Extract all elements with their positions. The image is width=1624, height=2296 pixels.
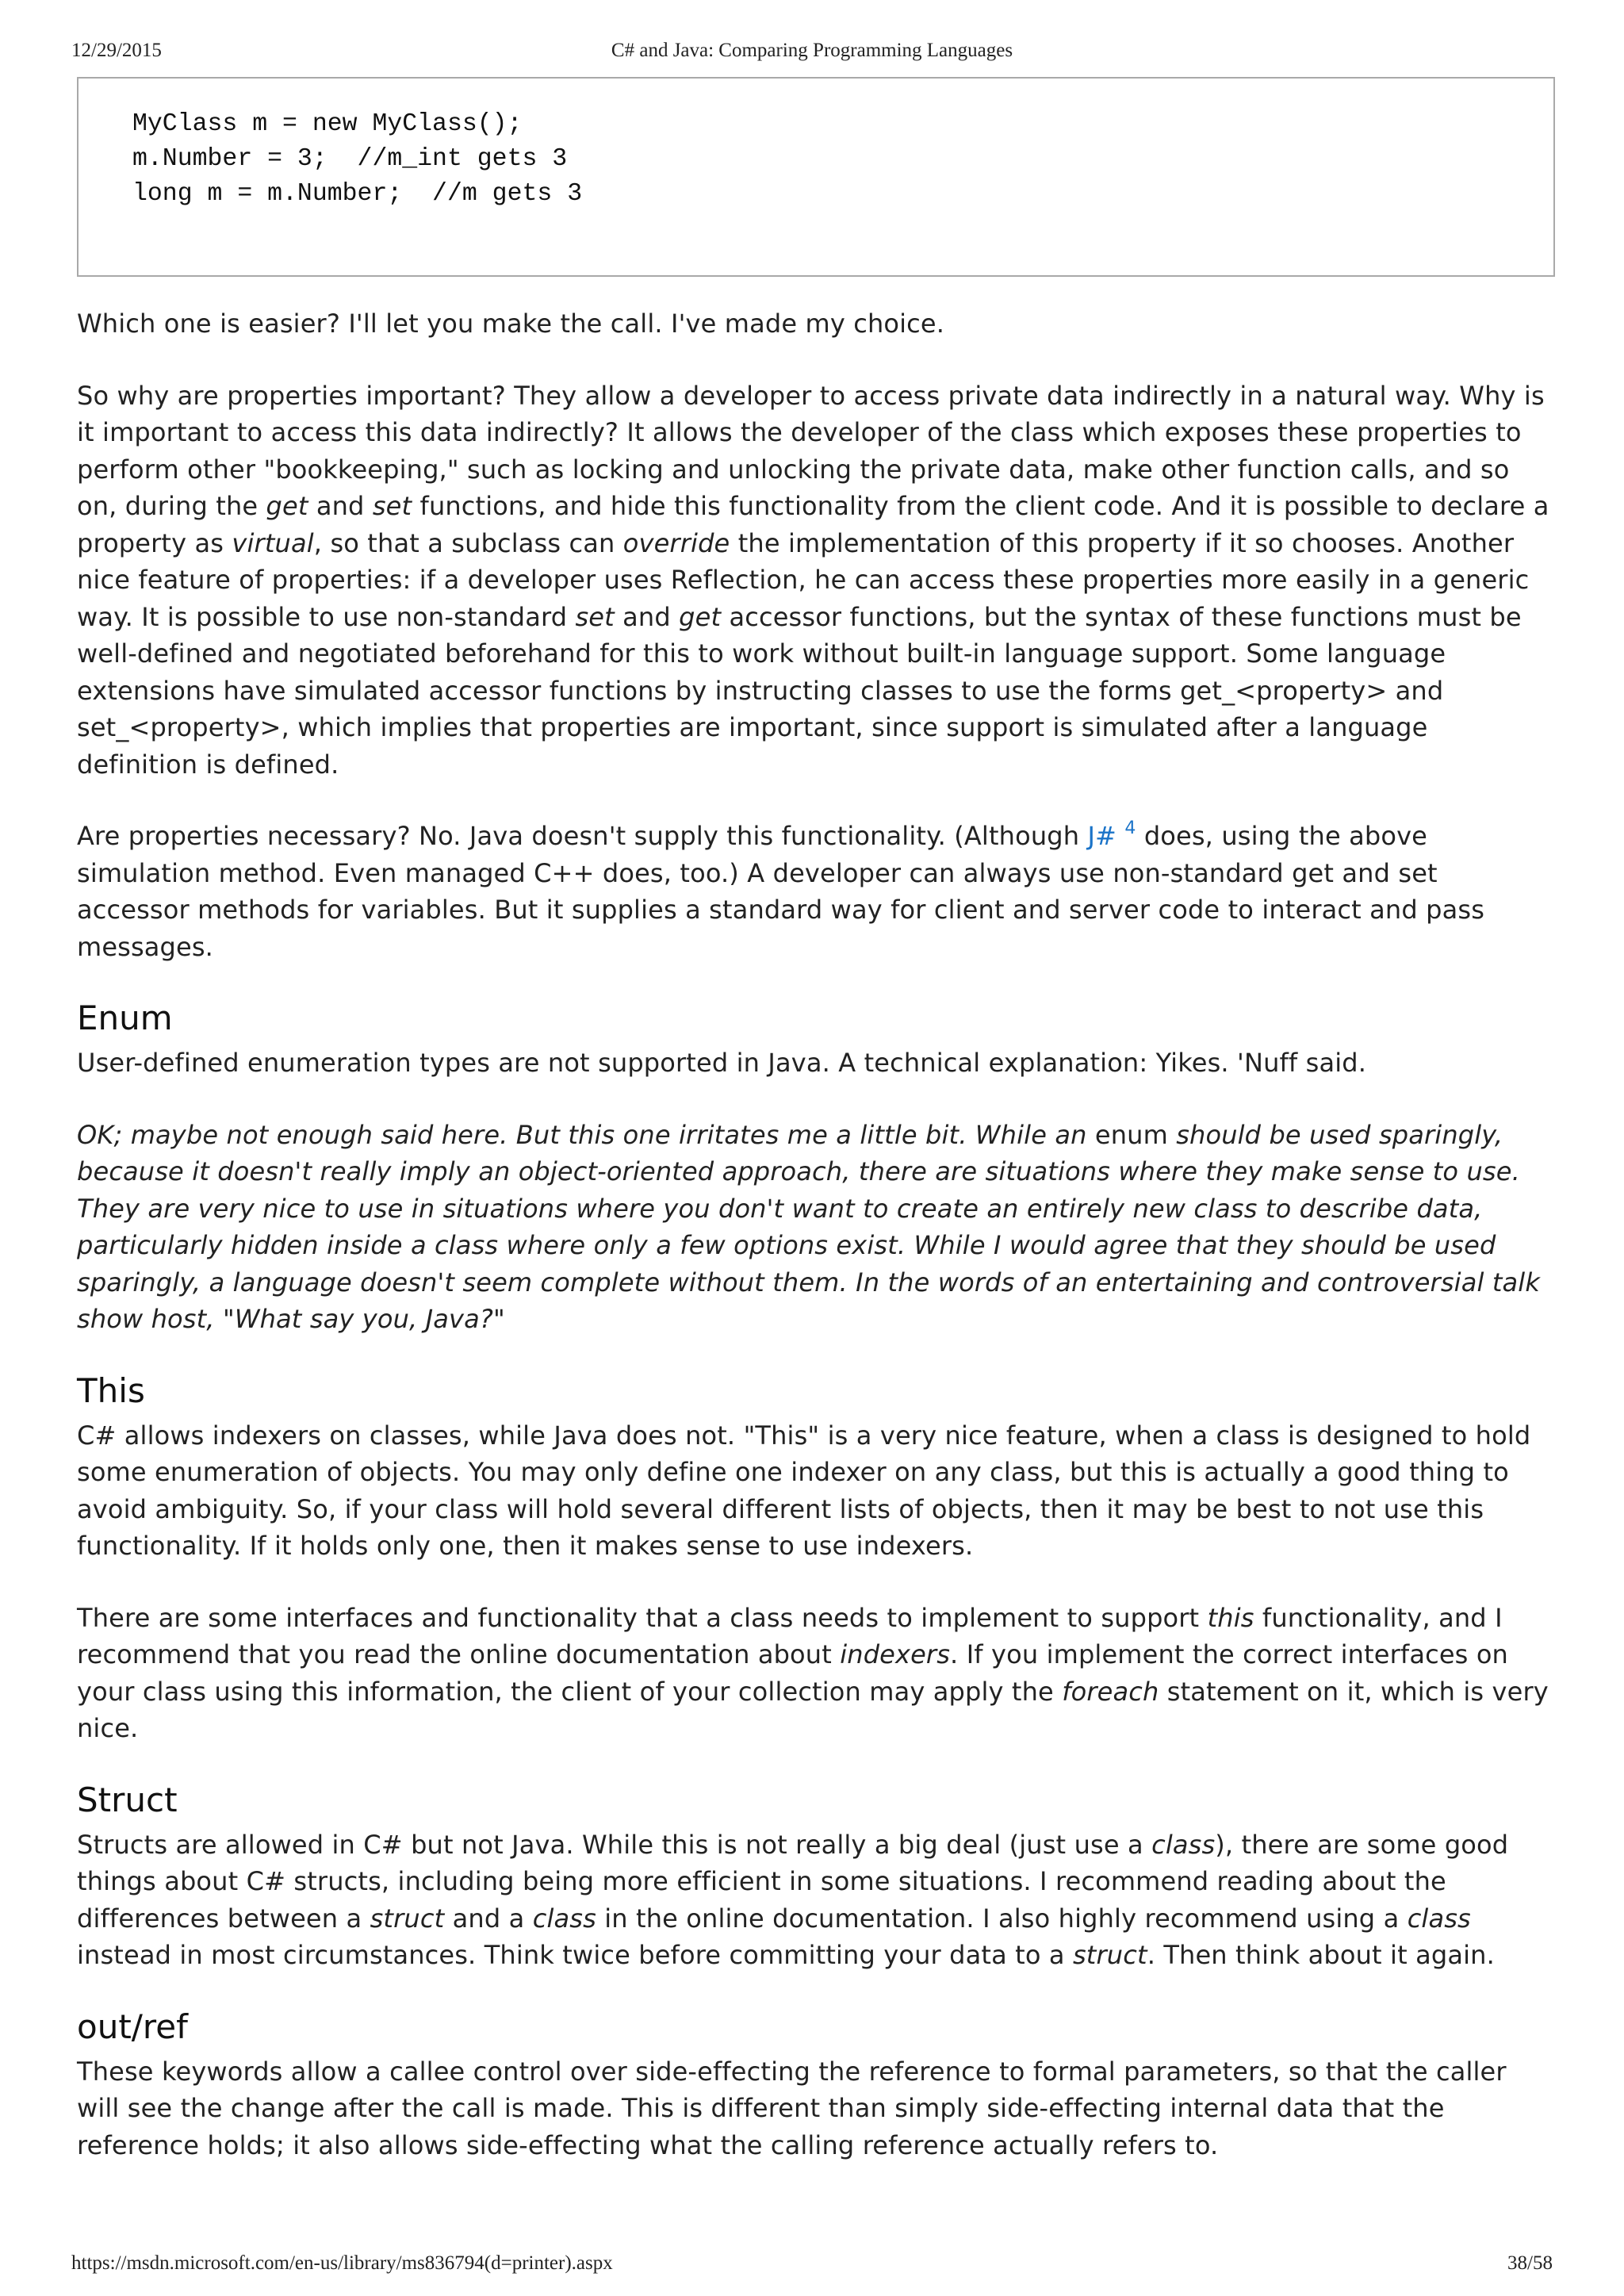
text-run: does, using the above simulation method. Even managed C++ does, too.) A developer can always use non-standard get and set accessor methods for variables. But it supplies a standard way for client and server code to interact and pass messages. [77, 821, 1485, 962]
text-run: and a [444, 1903, 533, 1934]
text-run: instead in most circumstances. Think twice before committing your data to a [77, 1940, 1073, 1970]
code-line: MyClass m = new MyClass(); [132, 110, 523, 138]
text-run: ), there are some good things about C# structs, including being more efficient in some situations. I recommend reading about the differences between a [77, 1829, 1509, 1934]
text-run: Are properties necessary? No. Java doesn't supply this functionality. (Although [77, 821, 1088, 851]
paragraph-easier: Which one is easier? I'll let you make the call. I've made my choice. [77, 309, 945, 339]
text-run: and [308, 491, 373, 521]
italic-term: class [1407, 1903, 1471, 1934]
italic-term: set [372, 491, 412, 521]
italic-term: get [266, 491, 308, 521]
italic-term: override [622, 527, 730, 558]
text-run: , so that a subclass can [313, 527, 623, 558]
italic-term: class [1151, 1829, 1216, 1860]
page-header [71, 40, 1553, 67]
heading-this: This [77, 1370, 145, 1410]
text-run: So why are properties important? They allow a developer to access private data indirectly in a natural way. Why is it important to access this data indirectly? It allows the developer of the class which exposes these properties to perform other "bookkeeping," such as locking and unlocking the private data, make other function calls, and so on, during the [77, 380, 1545, 521]
text-run: accessor functions, but the syntax of these functions must be well-defined and negotiated beforehand for this to work without built-in language support. Some language extensions have simulated accessor functions by instructing classes to use the forms get_<property> and set_<property>, which implies that properties are important, since support is simulated after a language definition is defined. [77, 601, 1522, 780]
text-run: Structs are allowed in C# but not Java. While this is not really a big deal (just use a [77, 1829, 1152, 1860]
text-run: the implementation of this property if it so chooses. Another nice feature of properties: if a developer uses Reflection, he can access these properties more easily in a generic way. It is possible to use non-standard [77, 527, 1530, 632]
text-run: statement on it, which is very nice. [77, 1676, 1549, 1743]
code-line: long m = m.Number; //m gets 3 [132, 180, 583, 208]
code-line: m.Number = 3; //m_int gets 3 [132, 145, 568, 173]
print-date: 12/29/2015 [71, 40, 162, 61]
paragraph-this-2 [77, 1600, 1555, 1747]
text-run: functions, and hide this functionality from the client code. And it is possible to declare a property as [77, 491, 1549, 558]
italic-run: OK; maybe not enough said here. But this one irritates me a little bit. While an [77, 1119, 1095, 1150]
paragraph-why-properties [77, 378, 1555, 784]
text-run: There are some interfaces and functionality that a class needs to implement to support [77, 1602, 1208, 1633]
italic-run: should be used sparingly, because it doesn't really imply an object-oriented approach, there are situations where they make sense to use. They are very nice to use in situations where you don't want to create an entirely new class to describe data, particularly hidden inside a class where only a few options exist. While I would agree that they should be used sparingly, a language doesn't seem complete without them. In the words of an entertaining and controversial talk show host, "What say you, Java?" [77, 1119, 1541, 1334]
italic-term: get [679, 601, 722, 632]
paragraph-this-1: C# allows indexers on classes, while Java does not. "This" is a very nice feature, when a class is designed to hold some enumeration of objects. You may only define one indexer on any class, but this is actually a good thing to avoid ambiguity. So, if your class will hold several different lists of objects, then it may be best to not use this functionality. If it holds only one, then it makes sense to use indexers. [77, 1420, 1531, 1561]
jsharp-link[interactable]: J# [1087, 821, 1117, 851]
paragraph-out-ref: These keywords allow a callee control over side-effecting the reference to formal parameters, so that the caller will see the change after the call is made. This is different than simply side-effecting internal data that the reference holds; it also allows side-effecting what the calling reference actually refers to. [77, 2056, 1507, 2160]
italic-term: this [1207, 1602, 1254, 1633]
article-content [77, 77, 1555, 2198]
heading-enum: Enum [77, 999, 173, 1037]
paragraph-struct [77, 1826, 1555, 1974]
code-block [77, 77, 1555, 277]
paragraph-enum-1: User-defined enumeration types are not supported in Java. A technical explanation: Yikes. 'Nuff said. [77, 1048, 1367, 1078]
heading-struct: Struct [77, 1780, 178, 1819]
footnote-ref[interactable]: 4 [1124, 818, 1136, 839]
document-title: C# and Java: Comparing Programming Languages [611, 40, 1013, 61]
enum-keyword: enum [1094, 1119, 1168, 1150]
text-run: and [614, 601, 680, 632]
italic-term: indexers [840, 1639, 951, 1669]
italic-term: struct [1072, 1940, 1147, 1970]
heading-out-ref: out/ref [77, 2007, 188, 2046]
text-run: . If you implement the correct interfaces on your class using this information, the client of your collection may apply the [77, 1639, 1508, 1707]
italic-term: foreach [1062, 1676, 1159, 1707]
page-url: https://msdn.microsoft.com/en-us/library/ms836794(d=printer).aspx [71, 2252, 613, 2274]
page-footer [71, 2252, 1553, 2279]
page-number: 38/58 [1507, 2252, 1553, 2274]
text-run: in the online documentation. I also highly recommend using a [596, 1903, 1408, 1934]
italic-term: class [532, 1903, 596, 1934]
italic-term: set [575, 601, 615, 632]
italic-term: struct [370, 1903, 445, 1934]
text-run: functionality, and I recommend that you read the online documentation about [77, 1602, 1503, 1669]
paragraph-properties-necessary [77, 818, 1555, 965]
italic-term: virtual [232, 527, 314, 558]
text-run: . Then think about it again. [1147, 1940, 1495, 1970]
paragraph-enum-2 [77, 1117, 1555, 1338]
